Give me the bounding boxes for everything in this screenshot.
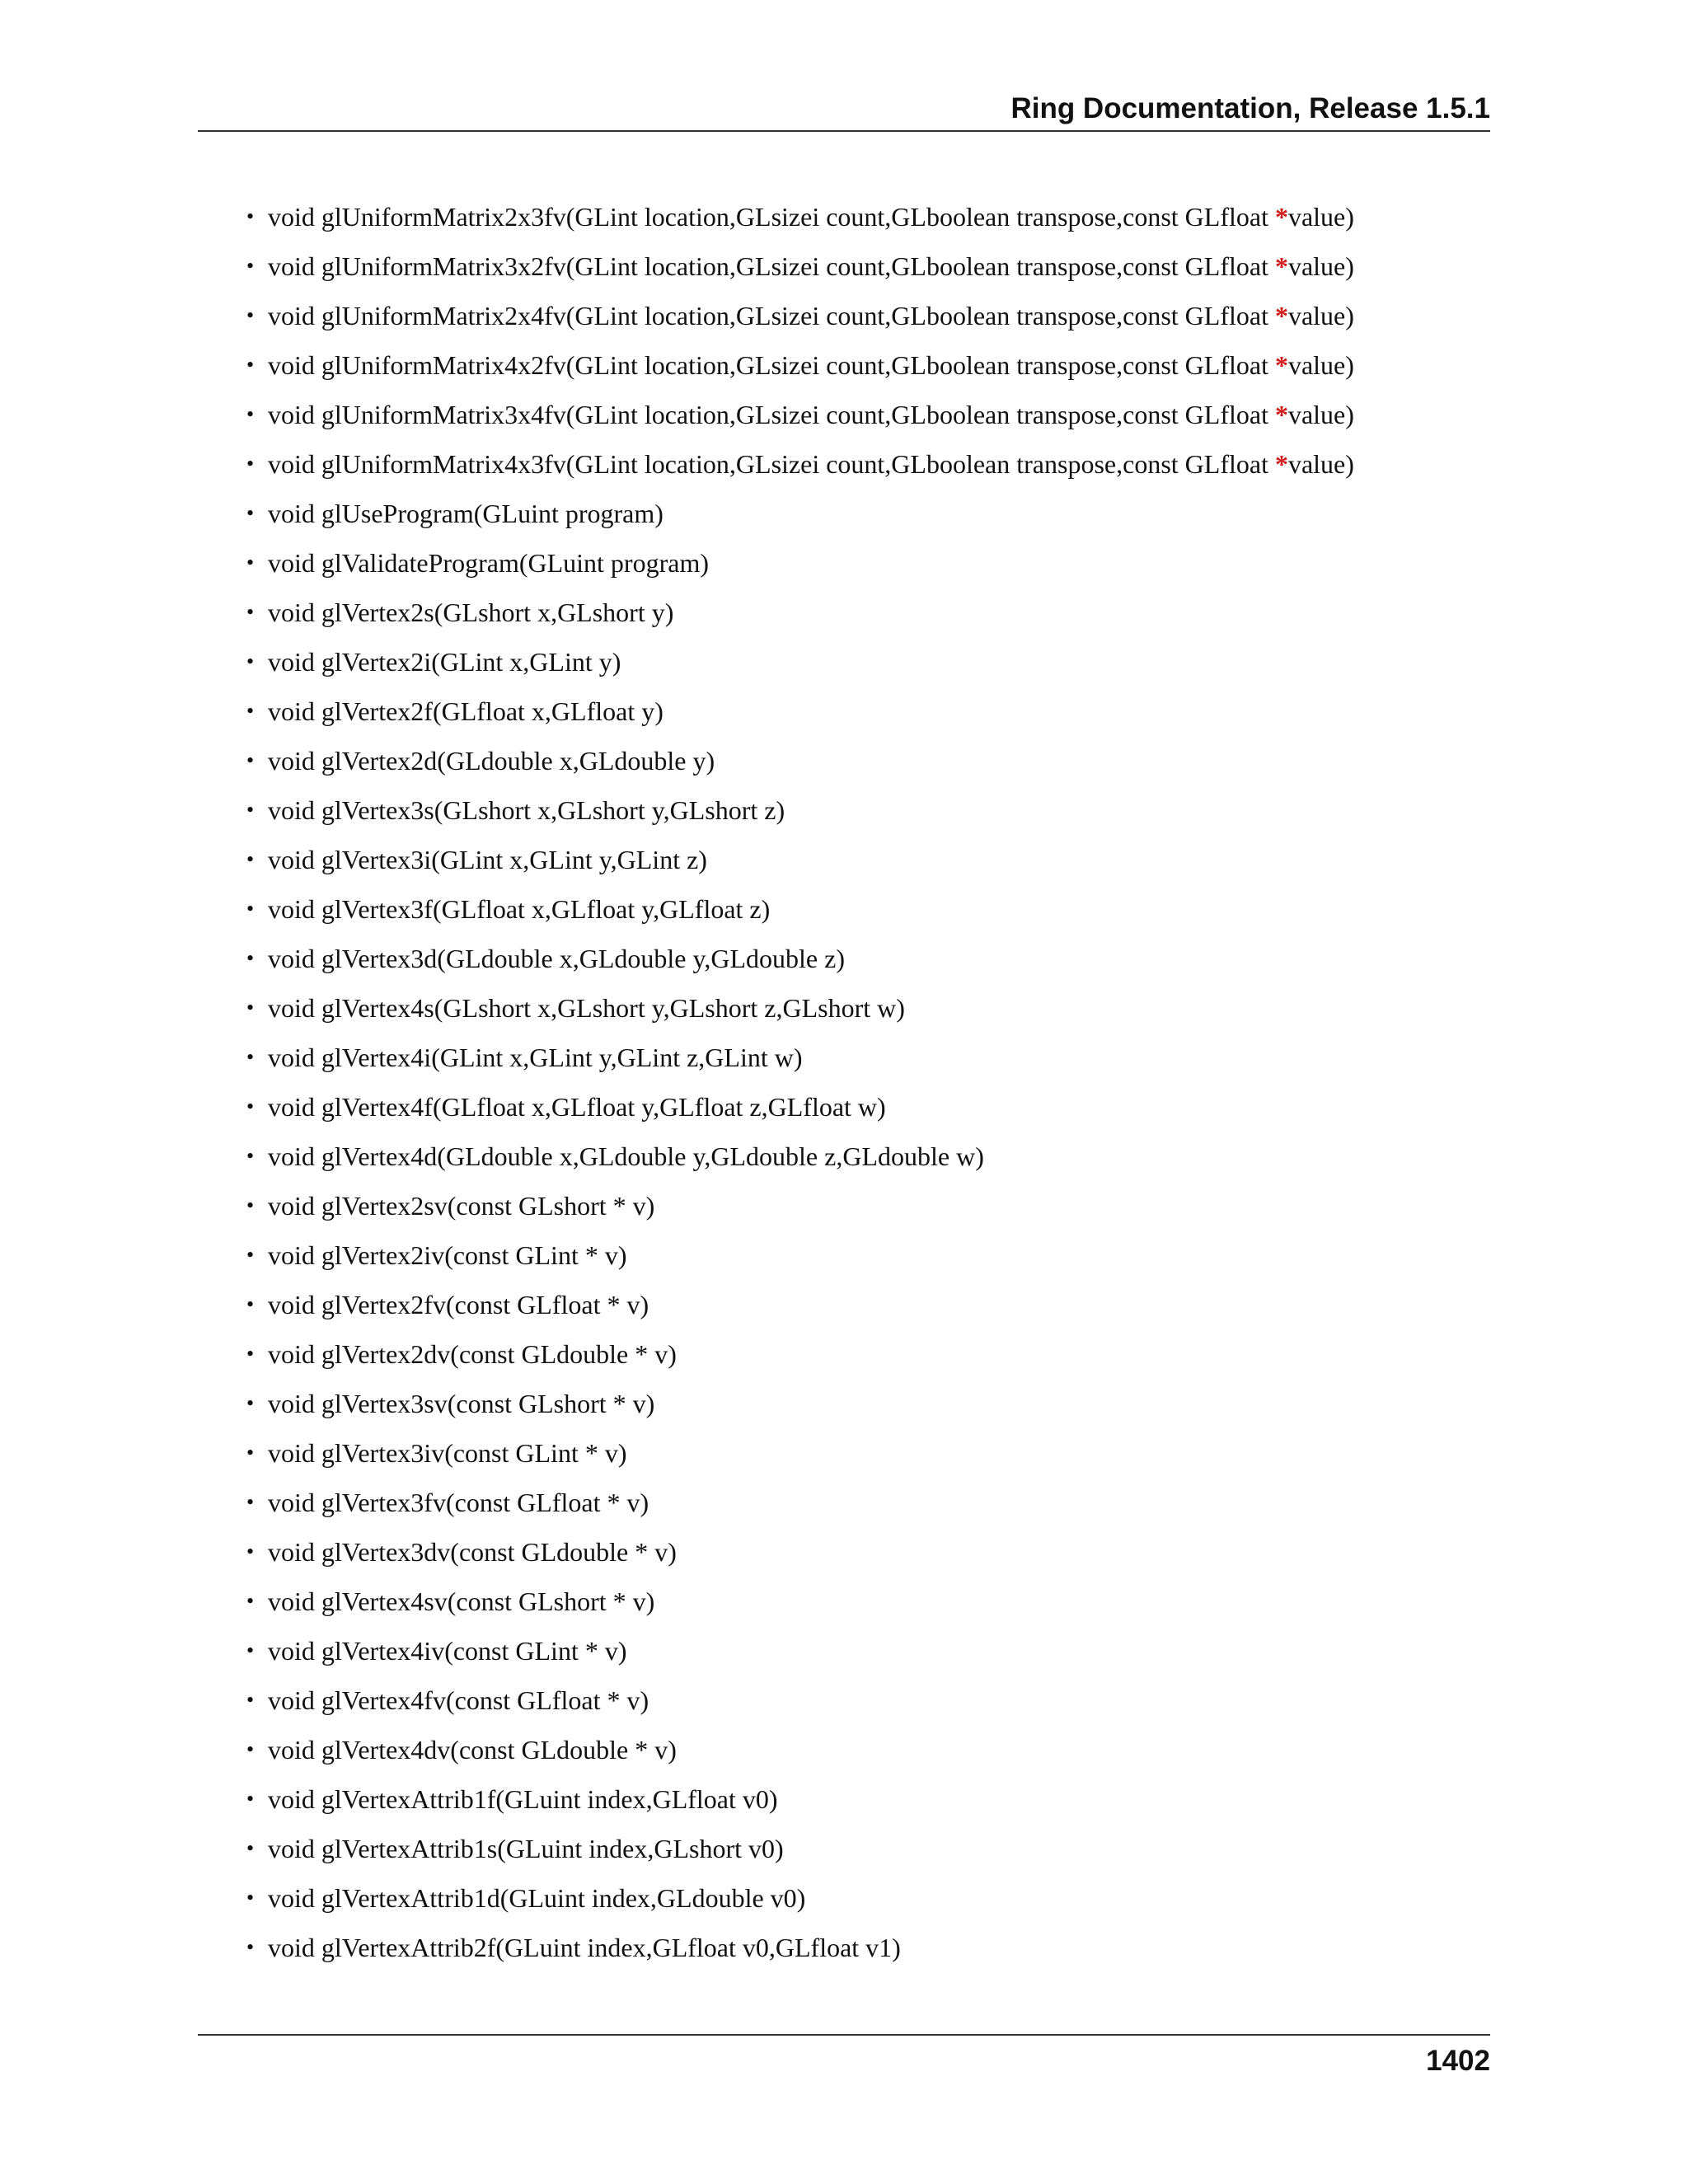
bullet-icon: • (246, 1688, 255, 1712)
bullet-icon: • (246, 1638, 255, 1662)
item-signature-prefix: void glUniformMatrix2x4fv(GLint location,GLsizei count,GLboolean transpose,const GLfloat (268, 301, 1275, 330)
item-signature: void glVertex4fv(const GLfloat * v) (268, 1685, 649, 1715)
bullet-icon: • (246, 748, 255, 772)
bullet-icon: • (246, 551, 255, 574)
item-signature: void glVertexAttrib2f(GLuint index,GLfloat v0,GLfloat v1) (268, 1933, 901, 1962)
list-item (247, 1931, 1354, 1980)
list-item (247, 1189, 1354, 1239)
bullet-icon: • (246, 1144, 255, 1168)
list-item (247, 1634, 1354, 1684)
item-signature-prefix: void glUniformMatrix2x3fv(GLint location,GLsizei count,GLboolean transpose,const GLfloat (268, 202, 1275, 232)
list-item (247, 1882, 1354, 1931)
bullet-icon: • (246, 1490, 255, 1514)
page-number: 1402 (1426, 2045, 1490, 2077)
bullet-icon: • (246, 1886, 255, 1910)
item-signature: void glVertexAttrib1d(GLuint index,GLdouble v0) (268, 1883, 806, 1913)
bullet-icon: • (246, 204, 255, 228)
bullet-icon: • (246, 1243, 255, 1267)
bullet-icon: • (246, 1540, 255, 1563)
item-signature: void glVertex2sv(const GLshort * v) (268, 1191, 655, 1221)
list-item (247, 1288, 1354, 1338)
bullet-icon: • (246, 1441, 255, 1465)
item-signature: void glVertex2i(GLint x,GLint y) (268, 647, 621, 677)
item-signature: void glVertex3fv(const GLfloat * v) (268, 1488, 649, 1517)
list-item (247, 596, 1354, 645)
item-signature: void glVertex4f(GLfloat x,GLfloat y,GLfloat z,GLfloat w) (268, 1092, 886, 1122)
item-signature: void glVertex3d(GLdouble x,GLdouble y,GLdouble z) (268, 944, 845, 973)
function-list (247, 200, 1354, 1980)
item-signature-suffix: value) (1287, 449, 1354, 479)
bullet-icon: • (246, 798, 255, 822)
item-signature-suffix: value) (1287, 400, 1354, 429)
pointer-star: * (1274, 400, 1288, 429)
list-item (247, 1436, 1354, 1486)
list-item (247, 1783, 1354, 1832)
item-signature-suffix: value) (1287, 251, 1354, 281)
list-item (247, 942, 1354, 991)
item-signature: void glVertex2f(GLfloat x,GLfloat y) (268, 696, 663, 726)
list-item (247, 398, 1354, 448)
bullet-icon: • (246, 649, 255, 673)
bullet-icon: • (246, 1391, 255, 1415)
item-signature: void glVertex4iv(const GLint * v) (268, 1636, 627, 1666)
item-signature: void glVertex3s(GLshort x,GLshort y,GLshort z) (268, 795, 785, 825)
bullet-icon: • (246, 303, 255, 327)
item-signature: void glVertexAttrib1f(GLuint index,GLfloat v0) (268, 1784, 778, 1814)
list-item (247, 349, 1354, 398)
list-item (247, 1733, 1354, 1783)
bullet-icon: • (246, 600, 255, 624)
pointer-star: * (1274, 350, 1288, 380)
item-signature: void glVertex4sv(const GLshort * v) (268, 1586, 655, 1616)
list-item (247, 1387, 1354, 1436)
list-item (247, 1338, 1354, 1387)
item-signature: void glVertex4s(GLshort x,GLshort y,GLshort z,GLshort w) (268, 993, 905, 1023)
item-signature: void glVertex2d(GLdouble x,GLdouble y) (268, 746, 715, 776)
list-item (247, 546, 1354, 596)
item-signature: void glVertex2dv(const GLdouble * v) (268, 1339, 677, 1369)
list-item (247, 1486, 1354, 1535)
item-signature: void glVertex3f(GLfloat x,GLfloat y,GLfloat z) (268, 894, 771, 924)
item-signature-prefix: void glUniformMatrix3x2fv(GLint location,GLsizei count,GLboolean transpose,const GLfloat (268, 251, 1275, 281)
list-item (247, 448, 1354, 497)
bullet-icon: • (246, 946, 255, 970)
item-signature-suffix: value) (1287, 202, 1354, 232)
bullet-icon: • (246, 452, 255, 476)
bullet-icon: • (246, 1589, 255, 1613)
bullet-icon: • (246, 1737, 255, 1761)
bullet-icon: • (246, 1342, 255, 1366)
item-signature: void glVertex2iv(const GLint * v) (268, 1240, 627, 1270)
list-item (247, 645, 1354, 695)
list-item (247, 497, 1354, 546)
item-signature: void glValidateProgram(GLuint program) (268, 548, 709, 578)
pointer-star: * (1274, 251, 1288, 281)
bullet-icon: • (246, 847, 255, 871)
list-item (247, 794, 1354, 843)
bullet-icon: • (246, 1292, 255, 1316)
item-signature-prefix: void glUniformMatrix4x3fv(GLint location,GLsizei count,GLboolean transpose,const GLfloat (268, 449, 1275, 479)
item-signature-suffix: value) (1287, 301, 1354, 330)
item-signature: void glVertexAttrib1s(GLuint index,GLshort v0) (268, 1834, 784, 1863)
bullet-icon: • (246, 1193, 255, 1217)
bullet-icon: • (246, 1094, 255, 1118)
item-signature: void glVertex3sv(const GLshort * v) (268, 1389, 655, 1418)
bullet-icon: • (246, 1045, 255, 1069)
list-item (247, 744, 1354, 794)
list-item (247, 1535, 1354, 1585)
item-signature: void glVertex3i(GLint x,GLint y,GLint z) (268, 845, 707, 874)
pointer-star: * (1274, 449, 1288, 479)
list-item (247, 843, 1354, 893)
item-signature: void glUseProgram(GLuint program) (268, 499, 663, 528)
bullet-icon: • (246, 996, 255, 1019)
bullet-icon: • (246, 501, 255, 525)
list-item (247, 1140, 1354, 1189)
item-signature-prefix: void glUniformMatrix3x4fv(GLint location,GLsizei count,GLboolean transpose,const GLfloat (268, 400, 1275, 429)
list-item (247, 893, 1354, 942)
bullet-icon: • (246, 1935, 255, 1959)
bullet-icon: • (246, 402, 255, 426)
item-signature-prefix: void glUniformMatrix4x2fv(GLint location,GLsizei count,GLboolean transpose,const GLfloat (268, 350, 1275, 380)
list-item (247, 1041, 1354, 1090)
footer-divider (198, 2034, 1490, 2036)
bullet-icon: • (246, 897, 255, 921)
list-item (247, 200, 1354, 250)
list-item (247, 1090, 1354, 1140)
header-divider (198, 130, 1490, 132)
page-header-title: Ring Documentation, Release 1.5.1 (1010, 92, 1490, 124)
list-item (247, 1585, 1354, 1634)
item-signature: void glVertex3dv(const GLdouble * v) (268, 1537, 677, 1567)
list-item (247, 250, 1354, 299)
item-signature: void glVertex4dv(const GLdouble * v) (268, 1735, 677, 1765)
list-item (247, 991, 1354, 1041)
list-item (247, 695, 1354, 744)
item-signature: void glVertex2fv(const GLfloat * v) (268, 1290, 649, 1319)
item-signature: void glVertex4i(GLint x,GLint y,GLint z,GLint w) (268, 1043, 803, 1072)
bullet-icon: • (246, 699, 255, 723)
bullet-icon: • (246, 1787, 255, 1811)
pointer-star: * (1274, 301, 1288, 330)
bullet-icon: • (246, 1836, 255, 1860)
item-signature: void glVertex3iv(const GLint * v) (268, 1438, 627, 1468)
list-item (247, 299, 1354, 349)
bullet-icon: • (246, 353, 255, 377)
bullet-icon: • (246, 254, 255, 278)
list-item (247, 1239, 1354, 1288)
item-signature: void glVertex2s(GLshort x,GLshort y) (268, 598, 674, 627)
item-signature: void glVertex4d(GLdouble x,GLdouble y,GLdouble z,GLdouble w) (268, 1141, 984, 1171)
pointer-star: * (1274, 202, 1288, 232)
list-item (247, 1832, 1354, 1882)
list-item (247, 1684, 1354, 1733)
item-signature-suffix: value) (1287, 350, 1354, 380)
